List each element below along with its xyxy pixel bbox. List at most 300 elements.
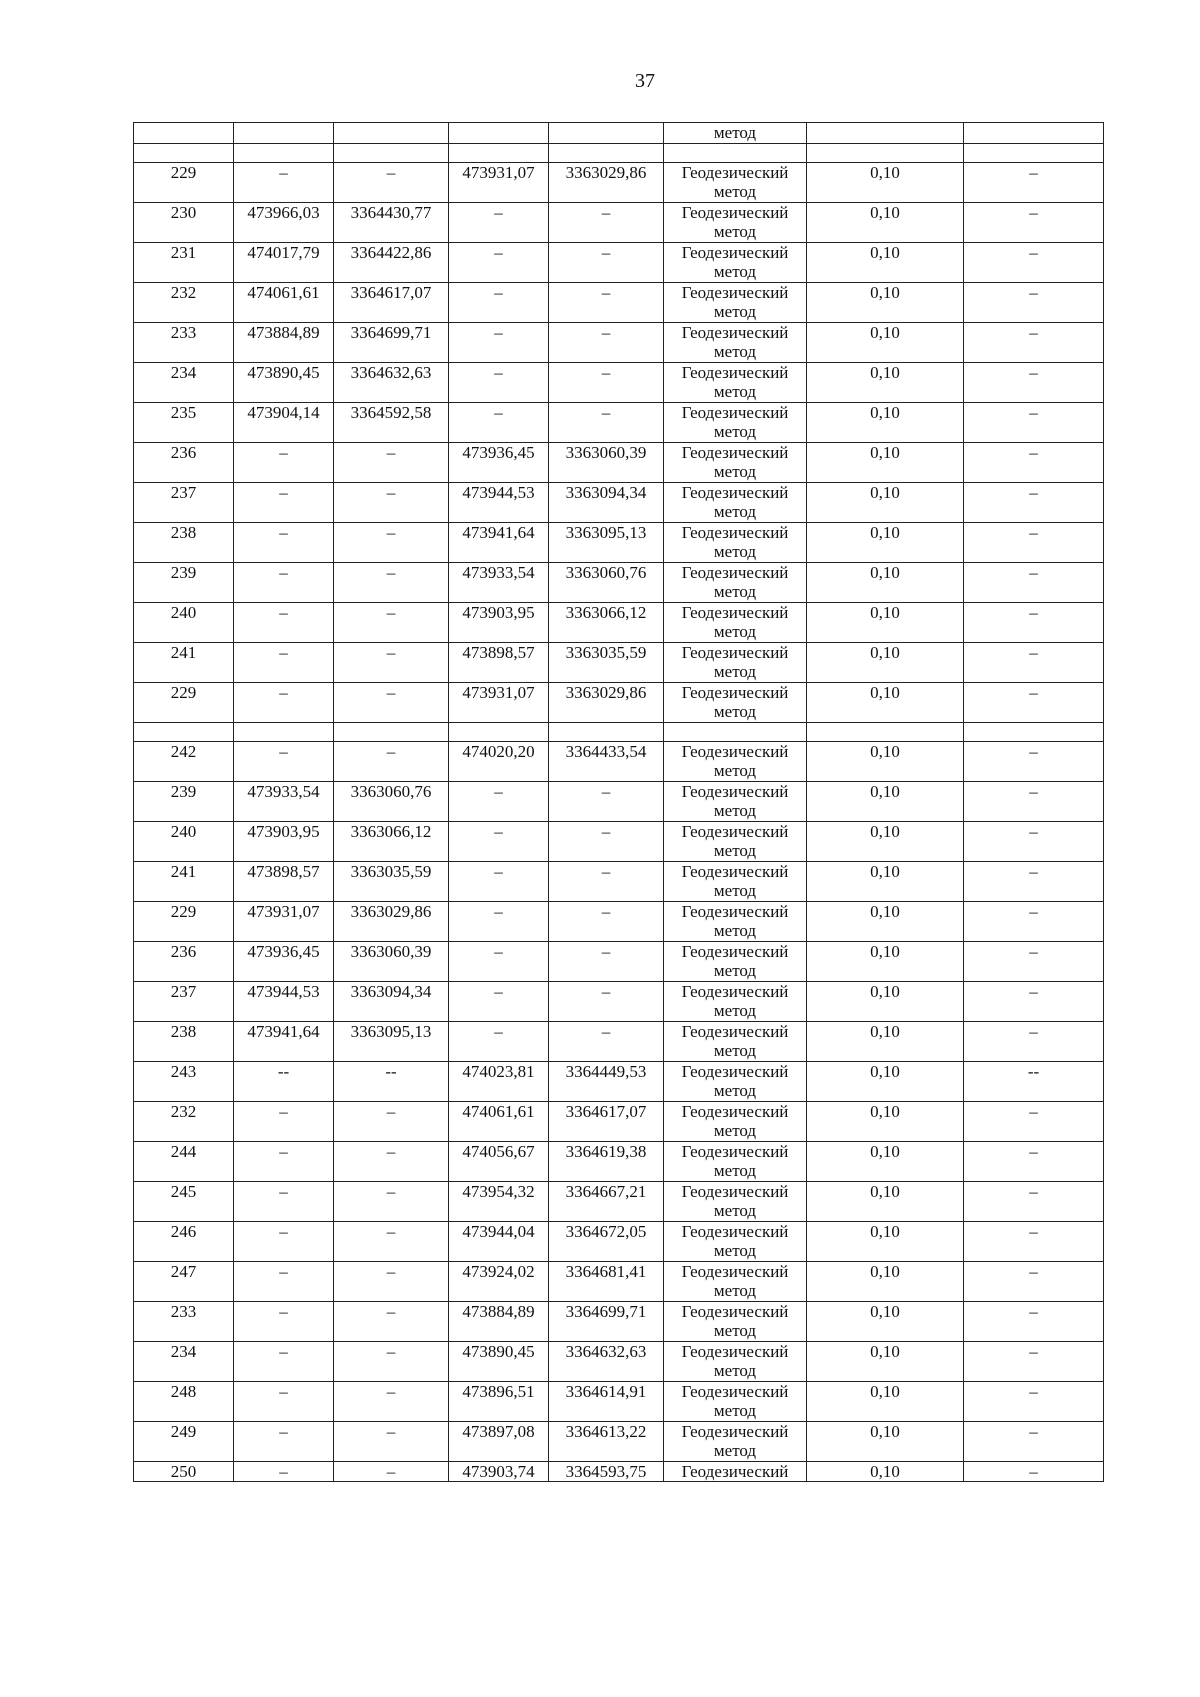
x-existing-cell: 473898,57 <box>234 862 334 902</box>
method-line-1: Геодезический <box>681 483 789 502</box>
point-number-cell: 231 <box>134 243 234 283</box>
method-cell <box>664 742 807 782</box>
description-cell: – <box>964 942 1104 982</box>
blank-row <box>134 144 1104 163</box>
x-existing-cell: 473904,14 <box>234 403 334 443</box>
y-new-cell: – <box>549 403 664 443</box>
point-number-cell: 244 <box>134 1142 234 1182</box>
x-existing-cell: – <box>234 1422 334 1462</box>
table-row <box>134 1382 1104 1422</box>
table-row <box>134 1222 1104 1262</box>
description-cell: – <box>964 1262 1104 1302</box>
x-existing-cell: – <box>234 1342 334 1382</box>
y-new-cell: 3363060,76 <box>549 563 664 603</box>
table-row <box>134 982 1104 1022</box>
point-number-cell: 238 <box>134 523 234 563</box>
point-number-cell: 239 <box>134 782 234 822</box>
y-existing-cell: – <box>334 523 449 563</box>
y-new-cell: 3363095,13 <box>549 523 664 563</box>
description-cell: – <box>964 1182 1104 1222</box>
description-cell: – <box>964 363 1104 403</box>
method-cell <box>664 1062 807 1102</box>
y-new-cell: 3364614,91 <box>549 1382 664 1422</box>
x-existing-cell: – <box>234 742 334 782</box>
method-line-1: Геодезический <box>681 1222 789 1241</box>
accuracy-cell: 0,10 <box>807 1462 964 1482</box>
table-row <box>134 563 1104 603</box>
method-cell <box>664 683 807 723</box>
method-line-2: метод <box>713 502 757 521</box>
description-cell: – <box>964 203 1104 243</box>
method-line-1: Геодезический <box>681 643 789 662</box>
y-new-cell: 3364667,21 <box>549 1182 664 1222</box>
description-cell: – <box>964 902 1104 942</box>
table-row <box>134 1062 1104 1102</box>
x-new-cell: 473933,54 <box>449 563 549 603</box>
y-existing-cell: – <box>334 683 449 723</box>
point-number-cell: 240 <box>134 822 234 862</box>
x-existing-cell: – <box>234 1302 334 1342</box>
table-row <box>134 1182 1104 1222</box>
method-line-2: метод <box>713 1241 757 1260</box>
y-existing-cell: 3364632,63 <box>334 363 449 403</box>
table-body <box>134 123 1104 1482</box>
accuracy-cell: 0,10 <box>807 603 964 643</box>
y-new-cell: – <box>549 982 664 1022</box>
method-line-1: Геодезический <box>681 323 789 342</box>
point-number-cell: 233 <box>134 323 234 363</box>
x-new-cell: 474020,20 <box>449 742 549 782</box>
method-cell <box>664 363 807 403</box>
x-existing-cell: 474017,79 <box>234 243 334 283</box>
y-new-cell: 3363060,39 <box>549 443 664 483</box>
method-line-2: метод <box>713 1321 757 1340</box>
method-line-1: Геодезический <box>681 563 789 582</box>
point-number-cell: 232 <box>134 283 234 323</box>
method-cell <box>664 1382 807 1422</box>
method-cell <box>664 1262 807 1302</box>
method-line-1: Геодезический <box>681 982 789 1001</box>
method-line-1: Геодезический <box>681 1062 789 1081</box>
method-cell <box>664 862 807 902</box>
description-cell: – <box>964 563 1104 603</box>
table-row <box>134 203 1104 243</box>
x-existing-cell: – <box>234 603 334 643</box>
table-row <box>134 1342 1104 1382</box>
method-cell <box>664 1302 807 1342</box>
x-new-cell: – <box>449 283 549 323</box>
table-row <box>134 822 1104 862</box>
point-number-cell: 247 <box>134 1262 234 1302</box>
continuation-row <box>134 123 1104 144</box>
y-new-cell: 3363066,12 <box>549 603 664 643</box>
accuracy-cell: 0,10 <box>807 1142 964 1182</box>
method-line-1: Геодезический <box>681 1382 789 1401</box>
x-existing-cell: – <box>234 643 334 683</box>
y-new-cell: – <box>549 902 664 942</box>
x-new-cell: – <box>449 403 549 443</box>
method-line-1: Геодезический <box>681 742 789 761</box>
point-number-cell: 238 <box>134 1022 234 1062</box>
y-new-cell: – <box>549 862 664 902</box>
accuracy-cell: 0,10 <box>807 283 964 323</box>
description-cell: – <box>964 443 1104 483</box>
x-existing-cell: – <box>234 1182 334 1222</box>
accuracy-cell: 0,10 <box>807 1302 964 1342</box>
method-cell <box>664 1222 807 1262</box>
x-existing-cell: 473884,89 <box>234 323 334 363</box>
y-existing-cell: 3363060,76 <box>334 782 449 822</box>
y-existing-cell: 3363094,34 <box>334 982 449 1022</box>
blank-row <box>134 723 1104 742</box>
table-row <box>134 1422 1104 1462</box>
table-row <box>134 1022 1104 1062</box>
method-line-2: метод <box>713 1441 757 1460</box>
point-number-cell: 234 <box>134 363 234 403</box>
x-new-cell: 473941,64 <box>449 523 549 563</box>
x-existing-cell: – <box>234 163 334 203</box>
method-line-1: Геодезический <box>681 523 789 542</box>
method-line-1: Геодезический <box>681 1142 789 1161</box>
method-line-1: Геодезический <box>681 942 789 961</box>
method-line-1: Геодезический <box>681 1022 789 1041</box>
y-new-cell: – <box>549 243 664 283</box>
x-new-cell: 473896,51 <box>449 1382 549 1422</box>
table-row <box>134 902 1104 942</box>
y-existing-cell: 3363029,86 <box>334 902 449 942</box>
x-new-cell: 473944,04 <box>449 1222 549 1262</box>
y-existing-cell: – <box>334 1102 449 1142</box>
x-existing-cell: – <box>234 523 334 563</box>
x-new-cell: – <box>449 982 549 1022</box>
table-row <box>134 1462 1104 1482</box>
method-line-1: Геодезический <box>681 1102 789 1121</box>
description-cell: – <box>964 403 1104 443</box>
point-number-cell: 241 <box>134 862 234 902</box>
y-new-cell: 3364699,71 <box>549 1302 664 1342</box>
method-line-2: метод <box>713 302 757 321</box>
accuracy-cell: 0,10 <box>807 1062 964 1102</box>
method-cell <box>664 443 807 483</box>
method-cell <box>664 643 807 683</box>
accuracy-cell: 0,10 <box>807 163 964 203</box>
accuracy-cell: 0,10 <box>807 822 964 862</box>
x-existing-cell: – <box>234 1262 334 1302</box>
y-existing-cell: -- <box>334 1062 449 1102</box>
method-cell <box>664 1342 807 1382</box>
method-continuation: метод <box>664 123 807 144</box>
accuracy-cell: 0,10 <box>807 203 964 243</box>
x-existing-cell: -- <box>234 1062 334 1102</box>
table-row <box>134 862 1104 902</box>
x-existing-cell: – <box>234 1462 334 1482</box>
method-line-2: метод <box>713 841 757 860</box>
description-cell: – <box>964 483 1104 523</box>
y-new-cell: 3364681,41 <box>549 1262 664 1302</box>
table-row <box>134 403 1104 443</box>
x-new-cell: 473931,07 <box>449 683 549 723</box>
description-cell: – <box>964 1302 1104 1342</box>
x-existing-cell: 474061,61 <box>234 283 334 323</box>
method-line-1: Геодезический <box>681 443 789 462</box>
point-number-cell: 230 <box>134 203 234 243</box>
y-new-cell: 3363029,86 <box>549 683 664 723</box>
table-row <box>134 742 1104 782</box>
x-new-cell: – <box>449 902 549 942</box>
accuracy-cell: 0,10 <box>807 443 964 483</box>
method-line-1: Геодезический <box>681 1342 789 1361</box>
x-existing-cell: 473941,64 <box>234 1022 334 1062</box>
y-existing-cell: – <box>334 643 449 683</box>
y-existing-cell: – <box>334 483 449 523</box>
table-row <box>134 1262 1104 1302</box>
coordinates-table <box>133 122 1104 1482</box>
method-line-1: Геодезический <box>681 1422 789 1441</box>
method-line-2: метод <box>713 961 757 980</box>
method-cell <box>664 523 807 563</box>
method-line-2: метод <box>713 1361 757 1380</box>
y-new-cell: 3364613,22 <box>549 1422 664 1462</box>
accuracy-cell: 0,10 <box>807 982 964 1022</box>
method-line-2: метод <box>713 422 757 441</box>
table-row <box>134 683 1104 723</box>
y-existing-cell: – <box>334 1382 449 1422</box>
table-row <box>134 243 1104 283</box>
y-new-cell: – <box>549 203 664 243</box>
point-number-cell: 229 <box>134 683 234 723</box>
y-new-cell: 3364619,38 <box>549 1142 664 1182</box>
description-cell: – <box>964 1022 1104 1062</box>
accuracy-cell: 0,10 <box>807 1422 964 1462</box>
description-cell: – <box>964 1222 1104 1262</box>
y-existing-cell: – <box>334 1182 449 1222</box>
table-row <box>134 1102 1104 1142</box>
x-existing-cell: 473890,45 <box>234 363 334 403</box>
point-number-cell: 234 <box>134 1342 234 1382</box>
point-number-cell: 242 <box>134 742 234 782</box>
accuracy-cell: 0,10 <box>807 742 964 782</box>
accuracy-cell: 0,10 <box>807 902 964 942</box>
accuracy-cell: 0,10 <box>807 483 964 523</box>
method-line-2: метод <box>713 1201 757 1220</box>
x-existing-cell: 473931,07 <box>234 902 334 942</box>
method-cell <box>664 403 807 443</box>
method-cell <box>664 483 807 523</box>
method-line-1: Геодезический <box>681 283 789 302</box>
x-new-cell: – <box>449 822 549 862</box>
y-existing-cell: – <box>334 1462 449 1482</box>
method-line-1: Геодезический <box>681 822 789 841</box>
table-row <box>134 363 1104 403</box>
method-cell <box>664 283 807 323</box>
y-existing-cell: – <box>334 603 449 643</box>
method-line-2: метод <box>713 622 757 641</box>
method-cell <box>664 323 807 363</box>
accuracy-cell: 0,10 <box>807 243 964 283</box>
table-row <box>134 443 1104 483</box>
method-line-1: Геодезический <box>681 1182 789 1201</box>
accuracy-cell: 0,10 <box>807 563 964 603</box>
x-existing-cell: – <box>234 1382 334 1422</box>
method-line-1: Геодезический <box>681 782 789 801</box>
x-existing-cell: 473966,03 <box>234 203 334 243</box>
description-cell: – <box>964 1462 1104 1482</box>
description-cell: – <box>964 283 1104 323</box>
method-line-2: метод <box>713 801 757 820</box>
y-existing-cell: – <box>334 563 449 603</box>
x-new-cell: 473884,89 <box>449 1302 549 1342</box>
method-line-1: Геодезический <box>681 163 789 182</box>
point-number-cell: 240 <box>134 603 234 643</box>
x-new-cell: – <box>449 782 549 822</box>
point-number-cell: 236 <box>134 942 234 982</box>
x-existing-cell: 473933,54 <box>234 782 334 822</box>
point-number-cell: 241 <box>134 643 234 683</box>
method-line-1: Геодезический <box>681 1262 789 1281</box>
accuracy-cell: 0,10 <box>807 782 964 822</box>
table-row <box>134 603 1104 643</box>
y-existing-cell: 3364699,71 <box>334 323 449 363</box>
accuracy-cell: 0,10 <box>807 1022 964 1062</box>
y-existing-cell: – <box>334 742 449 782</box>
method-cell <box>664 563 807 603</box>
table-row <box>134 163 1104 203</box>
method-cell <box>664 782 807 822</box>
accuracy-cell: 0,10 <box>807 1102 964 1142</box>
x-new-cell: 474056,67 <box>449 1142 549 1182</box>
accuracy-cell: 0,10 <box>807 323 964 363</box>
point-number-cell: 249 <box>134 1422 234 1462</box>
accuracy-cell: 0,10 <box>807 1222 964 1262</box>
y-existing-cell: 3363066,12 <box>334 822 449 862</box>
y-existing-cell: – <box>334 1302 449 1342</box>
y-new-cell: 3364672,05 <box>549 1222 664 1262</box>
y-new-cell: – <box>549 822 664 862</box>
x-existing-cell: – <box>234 1222 334 1262</box>
y-new-cell: – <box>549 1022 664 1062</box>
method-line-2: метод <box>713 1081 757 1100</box>
x-new-cell: 473936,45 <box>449 443 549 483</box>
description-cell: – <box>964 1382 1104 1422</box>
description-cell: – <box>964 982 1104 1022</box>
y-new-cell: 3364617,07 <box>549 1102 664 1142</box>
description-cell: -- <box>964 1062 1104 1102</box>
x-existing-cell: – <box>234 483 334 523</box>
method-line-2: метод <box>713 542 757 561</box>
method-line-1: Геодезический <box>681 683 789 702</box>
x-new-cell: 473944,53 <box>449 483 549 523</box>
accuracy-cell: 0,10 <box>807 1342 964 1382</box>
method-cell <box>664 1182 807 1222</box>
x-new-cell: – <box>449 323 549 363</box>
accuracy-cell: 0,10 <box>807 1262 964 1302</box>
description-cell: – <box>964 1342 1104 1382</box>
y-new-cell: – <box>549 363 664 403</box>
x-new-cell: – <box>449 942 549 982</box>
accuracy-cell: 0,10 <box>807 683 964 723</box>
y-existing-cell: 3363060,39 <box>334 942 449 982</box>
method-line-2: метод <box>713 702 757 721</box>
method-cell <box>664 243 807 283</box>
x-new-cell: 473924,02 <box>449 1262 549 1302</box>
table-row <box>134 283 1104 323</box>
x-existing-cell: – <box>234 683 334 723</box>
x-new-cell: – <box>449 1022 549 1062</box>
point-number-cell: 239 <box>134 563 234 603</box>
point-number-cell: 236 <box>134 443 234 483</box>
method-line-2: метод <box>713 1121 757 1140</box>
y-existing-cell: – <box>334 1422 449 1462</box>
method-cell <box>664 1102 807 1142</box>
point-number-cell: 229 <box>134 902 234 942</box>
description-cell: – <box>964 742 1104 782</box>
method-cell <box>664 1022 807 1062</box>
method-line-2: метод <box>713 662 757 681</box>
description-cell: – <box>964 643 1104 683</box>
x-existing-cell: 473903,95 <box>234 822 334 862</box>
y-new-cell: 3363035,59 <box>549 643 664 683</box>
table-row <box>134 782 1104 822</box>
table-row <box>134 942 1104 982</box>
method-line-2: метод <box>713 222 757 241</box>
x-new-cell: – <box>449 862 549 902</box>
method-line-2: метод <box>713 1001 757 1020</box>
y-existing-cell: – <box>334 443 449 483</box>
method-cell <box>664 163 807 203</box>
method-line-1: Геодезический <box>681 862 789 881</box>
table-row <box>134 523 1104 563</box>
y-existing-cell: – <box>334 1142 449 1182</box>
y-new-cell: 3364632,63 <box>549 1342 664 1382</box>
accuracy-cell: 0,10 <box>807 523 964 563</box>
method-line-2: метод <box>713 1041 757 1060</box>
method-cell <box>664 1462 807 1482</box>
description-cell: – <box>964 163 1104 203</box>
description-cell: – <box>964 1102 1104 1142</box>
accuracy-cell: 0,10 <box>807 862 964 902</box>
accuracy-cell: 0,10 <box>807 403 964 443</box>
x-new-cell: 473897,08 <box>449 1422 549 1462</box>
x-new-cell: 473890,45 <box>449 1342 549 1382</box>
method-line-2: метод <box>713 921 757 940</box>
x-new-cell: – <box>449 363 549 403</box>
x-new-cell: 473898,57 <box>449 643 549 683</box>
method-cell <box>664 982 807 1022</box>
method-line-1: Геодезический <box>681 403 789 422</box>
method-line-2: метод <box>713 1401 757 1420</box>
method-line-2: метод <box>713 761 757 780</box>
table-row <box>134 483 1104 523</box>
y-existing-cell: 3363095,13 <box>334 1022 449 1062</box>
method-cell <box>664 822 807 862</box>
x-existing-cell: – <box>234 1102 334 1142</box>
method-line-2: метод <box>713 1161 757 1180</box>
y-existing-cell: 3363035,59 <box>334 862 449 902</box>
y-new-cell: 3363094,34 <box>549 483 664 523</box>
y-new-cell: – <box>549 283 664 323</box>
point-number-cell: 245 <box>134 1182 234 1222</box>
y-existing-cell: 3364592,58 <box>334 403 449 443</box>
point-number-cell: 243 <box>134 1062 234 1102</box>
x-existing-cell: – <box>234 1142 334 1182</box>
method-line-2: метод <box>713 582 757 601</box>
method-line-2: метод <box>713 1281 757 1300</box>
method-cell <box>664 1422 807 1462</box>
method-line-1: Геодезический <box>681 1302 789 1321</box>
y-new-cell: – <box>549 782 664 822</box>
accuracy-cell: 0,10 <box>807 1182 964 1222</box>
accuracy-cell: 0,10 <box>807 363 964 403</box>
